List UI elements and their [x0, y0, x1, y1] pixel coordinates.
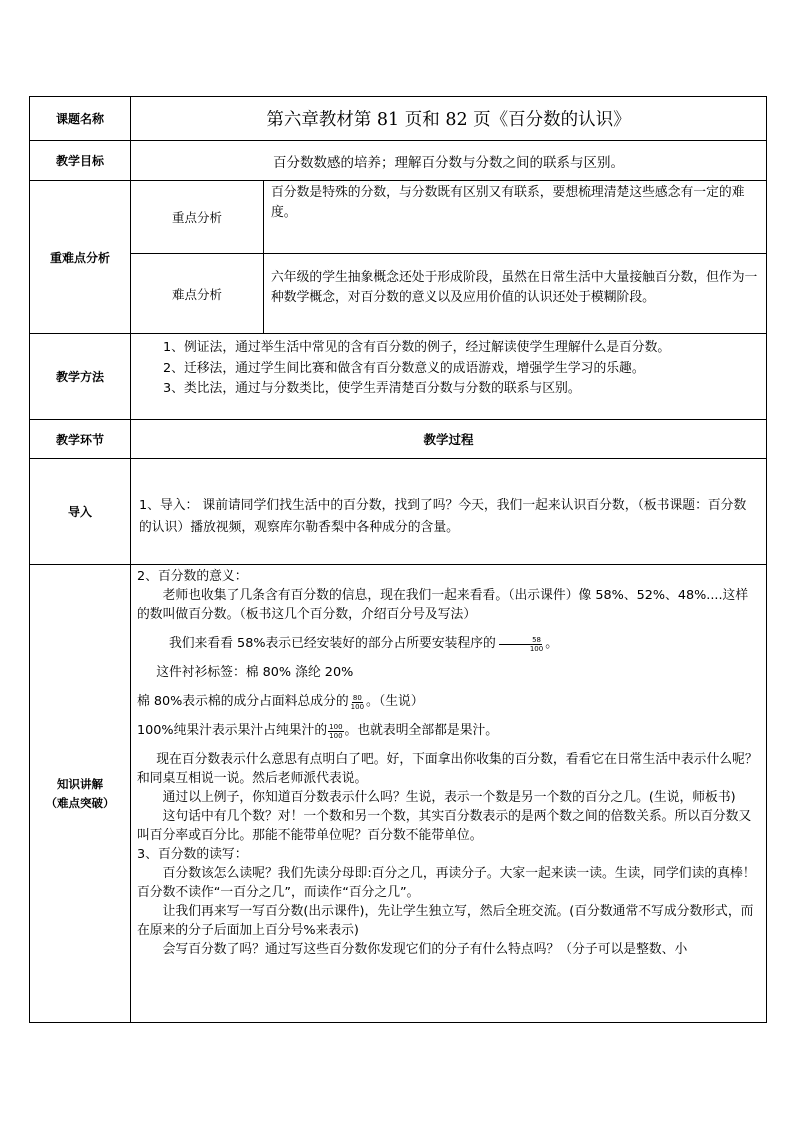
- knowledge-para: 2、百分数的意义：: [137, 569, 248, 584]
- stage-label: 教学环节: [30, 420, 131, 459]
- knowledge-para: 3、百分数的读写：: [137, 847, 248, 862]
- row-stage: [30, 420, 767, 459]
- lesson-plan-table: [29, 96, 767, 1023]
- row-goal: [30, 141, 767, 181]
- row-title: [30, 97, 767, 141]
- goal-text: 百分数数感的培养；理解百分数与分数之间的联系与区别。: [131, 141, 767, 181]
- difficult-analysis-label: 难点分析: [131, 254, 264, 334]
- fraction: $\frac{100}{100}$: [329, 723, 343, 740]
- intro-label: 导入: [30, 459, 131, 565]
- row-intro: [30, 459, 767, 565]
- methods-list: [131, 334, 766, 400]
- lesson-title: 第六章教材第 81 页和 82 页《百分数的认识》: [131, 97, 767, 141]
- knowledge-para: 这件衬衫标签：棉 80% 涤纶 20%: [156, 665, 354, 680]
- knowledge-para: 会写百分数了吗？通过写这些百分数你发现它们的分子有什么特点吗？（分子可以是整数、小: [162, 942, 688, 957]
- intro-text: 1、导入： 课前请同学们找生活中的百分数，找到了吗？今天，我们一起来认识百分数，（板书课题：百分数的认识）播放视频，观察库尔勒香梨中各种成分的含量。: [139, 498, 747, 535]
- knowledge-para: 棉 80%表示棉的成分占面料总成分的 $\frac{80}{100}$ 。（生说）: [137, 694, 424, 711]
- key-analysis-label: 重点分析: [131, 181, 264, 254]
- knowledge-para: 现在百分数表示什么意思有点明白了吧。好，下面拿出你收集的百分数，看看它在日常生活中表示什么呢？和同桌互相说一说。然后老师派代表说。: [137, 752, 758, 786]
- row-methods: [30, 334, 767, 420]
- method-item: 3、类比法，通过与分数类比，使学生弄清楚百分数与分数的联系与区别。: [163, 381, 581, 396]
- knowledge-label-sub: （难点突破）: [45, 795, 115, 810]
- knowledge-content: [131, 565, 766, 1022]
- knowledge-para: 通过以上例子，你知道百分数表示什么吗？生说，表示一个数是另一个数的百分之几。(生说，师板书): [162, 790, 736, 805]
- goal-label: 教学目标: [30, 141, 131, 181]
- knowledge-para: 我们来看看 58%表示已经安装好的部分占所要安装程序的 $\frac{58}{100}$ 。: [169, 636, 559, 653]
- difficult-analysis-text: 六年级的学生抽象概念还处于形成阶段，虽然在日常生活中大量接触百分数，但作为一种数学概念，对百分数的意义以及应用价值的认识还处于模糊阶段。: [271, 270, 758, 305]
- fraction: $\frac{58}{100}$: [497, 636, 544, 653]
- analysis-label: 重难点分析: [30, 181, 131, 334]
- fraction: $\frac{80}{100}$: [350, 694, 365, 711]
- knowledge-para: 老师也收集了几条含有百分数的信息，现在我们一起来看看。（出示课件）像 58%、52%、48%....这样的数叫做百分数。（板书这几个百分数，介绍百分号及写法）: [137, 588, 749, 622]
- row-difficult-analysis: [30, 254, 767, 334]
- knowledge-para: 让我们再来写一写百分数(出示课件)，先让学生独立写，然后全班交流。(百分数通常不写成分数形式，而在原来的分子后面加上百分号%来表示): [137, 904, 754, 938]
- key-analysis-text: 百分数是特殊的分数，与分数既有区别又有联系，要想梳理清楚这些感念有一定的难度。: [271, 185, 745, 220]
- title-label: 课题名称: [30, 97, 131, 141]
- knowledge-label: [30, 565, 131, 1023]
- knowledge-para: 100%纯果汁表示果汁占纯果汁的 $\frac{100}{100}$ 。也就表明全部都是果汁。: [137, 723, 499, 740]
- row-knowledge: [30, 565, 767, 1023]
- method-item: 2、迁移法，通过学生间比赛和做含有百分数意义的成语游戏，增强学生学习的乐趣。: [163, 360, 645, 376]
- method-item: 1、例证法，通过举生活中常见的含有百分数的例子，经过解读使学生理解什么是百分数。: [163, 340, 671, 355]
- knowledge-para: 这句话中有几个数？对！一个数和另一个数，其实百分数表示的是两个数之间的倍数关系。所以百分数又叫百分率或百分比。那能不能带单位呢？百分数不能带单位。: [137, 809, 752, 843]
- knowledge-para: 百分数该怎么读呢？我们先读分母即:百分之几，再读分子。大家一起来读一读。生读，同学们读的真棒！百分数不读作“一百分之几”，而读作“百分之几”。: [137, 866, 756, 900]
- row-key-analysis: [30, 181, 767, 254]
- knowledge-label-main: 知识讲解: [57, 776, 103, 791]
- methods-label: 教学方法: [30, 334, 131, 420]
- process-heading: 教学过程: [131, 420, 767, 459]
